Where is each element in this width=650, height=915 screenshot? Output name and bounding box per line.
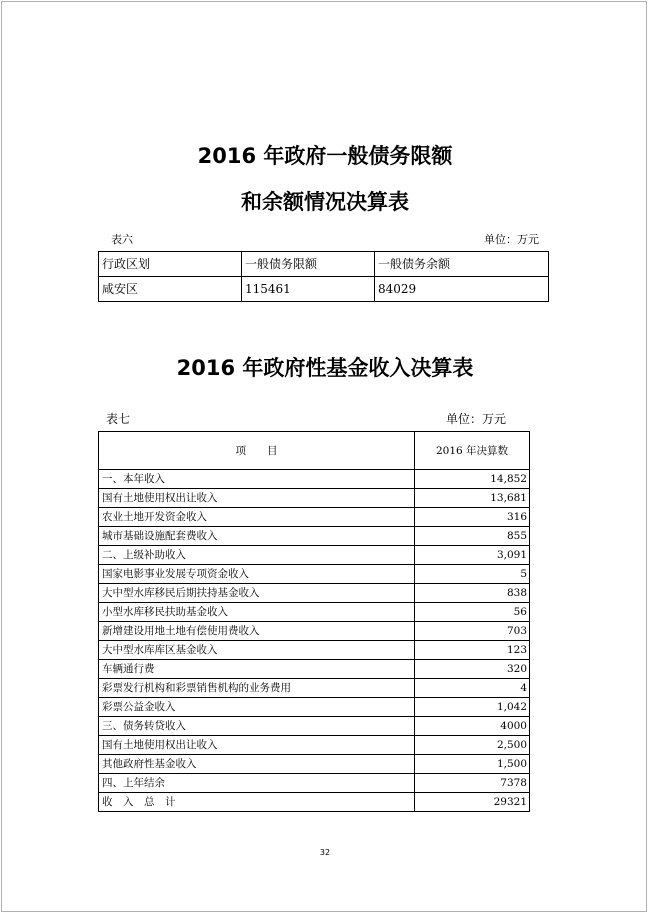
table-row	[99, 641, 530, 660]
table-row	[99, 546, 530, 565]
row-value: 703	[415, 622, 530, 641]
row-value: 838	[415, 584, 530, 603]
row-item: 四、上年结余	[99, 774, 415, 793]
row-item: 国有土地使用权出让收入	[99, 489, 415, 508]
row-value: 4	[415, 679, 530, 698]
header-value: 2016 年决算数	[415, 432, 530, 470]
fund-table-label: 表七	[106, 412, 131, 426]
row-item: 新增建设用地土地有偿使用费收入	[99, 622, 415, 641]
row-item: 城市基础设施配套费收入	[99, 527, 415, 546]
row-value: 29321	[415, 793, 530, 812]
row-value: 13,681	[415, 489, 530, 508]
row-item: 大中型水库移民后期扶持基金收入	[99, 584, 415, 603]
debt-header-row	[99, 252, 549, 277]
debt-data-row	[99, 277, 549, 302]
table-row	[99, 698, 530, 717]
row-item: 国家电影事业发展专项资金收入	[99, 565, 415, 584]
fund-title: 2016 年政府性基金收入决算表	[176, 356, 474, 380]
table-row	[99, 603, 530, 622]
header-region: 行政区划	[99, 252, 242, 277]
fund-unit-label: 单位：万元	[446, 412, 507, 426]
debt-unit-label: 单位：万元	[484, 233, 539, 246]
cell-debt-balance: 84029	[375, 277, 549, 302]
row-value: 320	[415, 660, 530, 679]
table-row	[99, 527, 530, 546]
row-value: 316	[415, 508, 530, 527]
table-row	[99, 565, 530, 584]
debt-title-line2: 和余额情况决算表	[241, 190, 409, 214]
row-value: 1,042	[415, 698, 530, 717]
table-row	[99, 755, 530, 774]
fund-table-body	[99, 470, 530, 812]
debt-table-label: 表六	[111, 233, 133, 246]
table-row	[99, 489, 530, 508]
table-row	[99, 679, 530, 698]
table-row	[99, 470, 530, 489]
table-row	[99, 774, 530, 793]
header-item: 项 目	[99, 432, 415, 470]
header-debt-balance: 一般债务余额	[375, 252, 549, 277]
row-value: 4000	[415, 717, 530, 736]
table-row	[99, 622, 530, 641]
row-value: 855	[415, 527, 530, 546]
row-value: 2,500	[415, 736, 530, 755]
row-item: 大中型水库库区基金收入	[99, 641, 415, 660]
row-item: 一、本年收入	[99, 470, 415, 489]
debt-title-line1: 2016 年政府一般债务限额	[197, 144, 453, 168]
cell-debt-limit: 115461	[242, 277, 375, 302]
row-item: 收 入 总 计	[99, 793, 415, 812]
row-item: 农业土地开发资金收入	[99, 508, 415, 527]
row-value: 123	[415, 641, 530, 660]
table-row	[99, 736, 530, 755]
row-value: 56	[415, 603, 530, 622]
row-item: 彩票公益金收入	[99, 698, 415, 717]
cell-region: 咸安区	[99, 277, 242, 302]
row-item: 三、债务转贷收入	[99, 717, 415, 736]
page-number: 32	[319, 848, 331, 857]
row-item: 国有土地使用权出让收入	[99, 736, 415, 755]
row-item: 彩票发行机构和彩票销售机构的业务费用	[99, 679, 415, 698]
fund-table	[98, 431, 530, 812]
table-row	[99, 584, 530, 603]
row-value: 3,091	[415, 546, 530, 565]
table-row	[99, 660, 530, 679]
row-item: 其他政府性基金收入	[99, 755, 415, 774]
row-item: 小型水库移民扶助基金收入	[99, 603, 415, 622]
row-item: 车辆通行费	[99, 660, 415, 679]
table-row	[99, 793, 530, 812]
row-value: 14,852	[415, 470, 530, 489]
row-value: 1,500	[415, 755, 530, 774]
table-row	[99, 717, 530, 736]
row-item: 二、上级补助收入	[99, 546, 415, 565]
table-row	[99, 508, 530, 527]
row-value: 7378	[415, 774, 530, 793]
debt-table	[98, 251, 549, 302]
row-value: 5	[415, 565, 530, 584]
fund-header-row	[99, 432, 530, 470]
header-debt-limit: 一般债务限额	[242, 252, 375, 277]
